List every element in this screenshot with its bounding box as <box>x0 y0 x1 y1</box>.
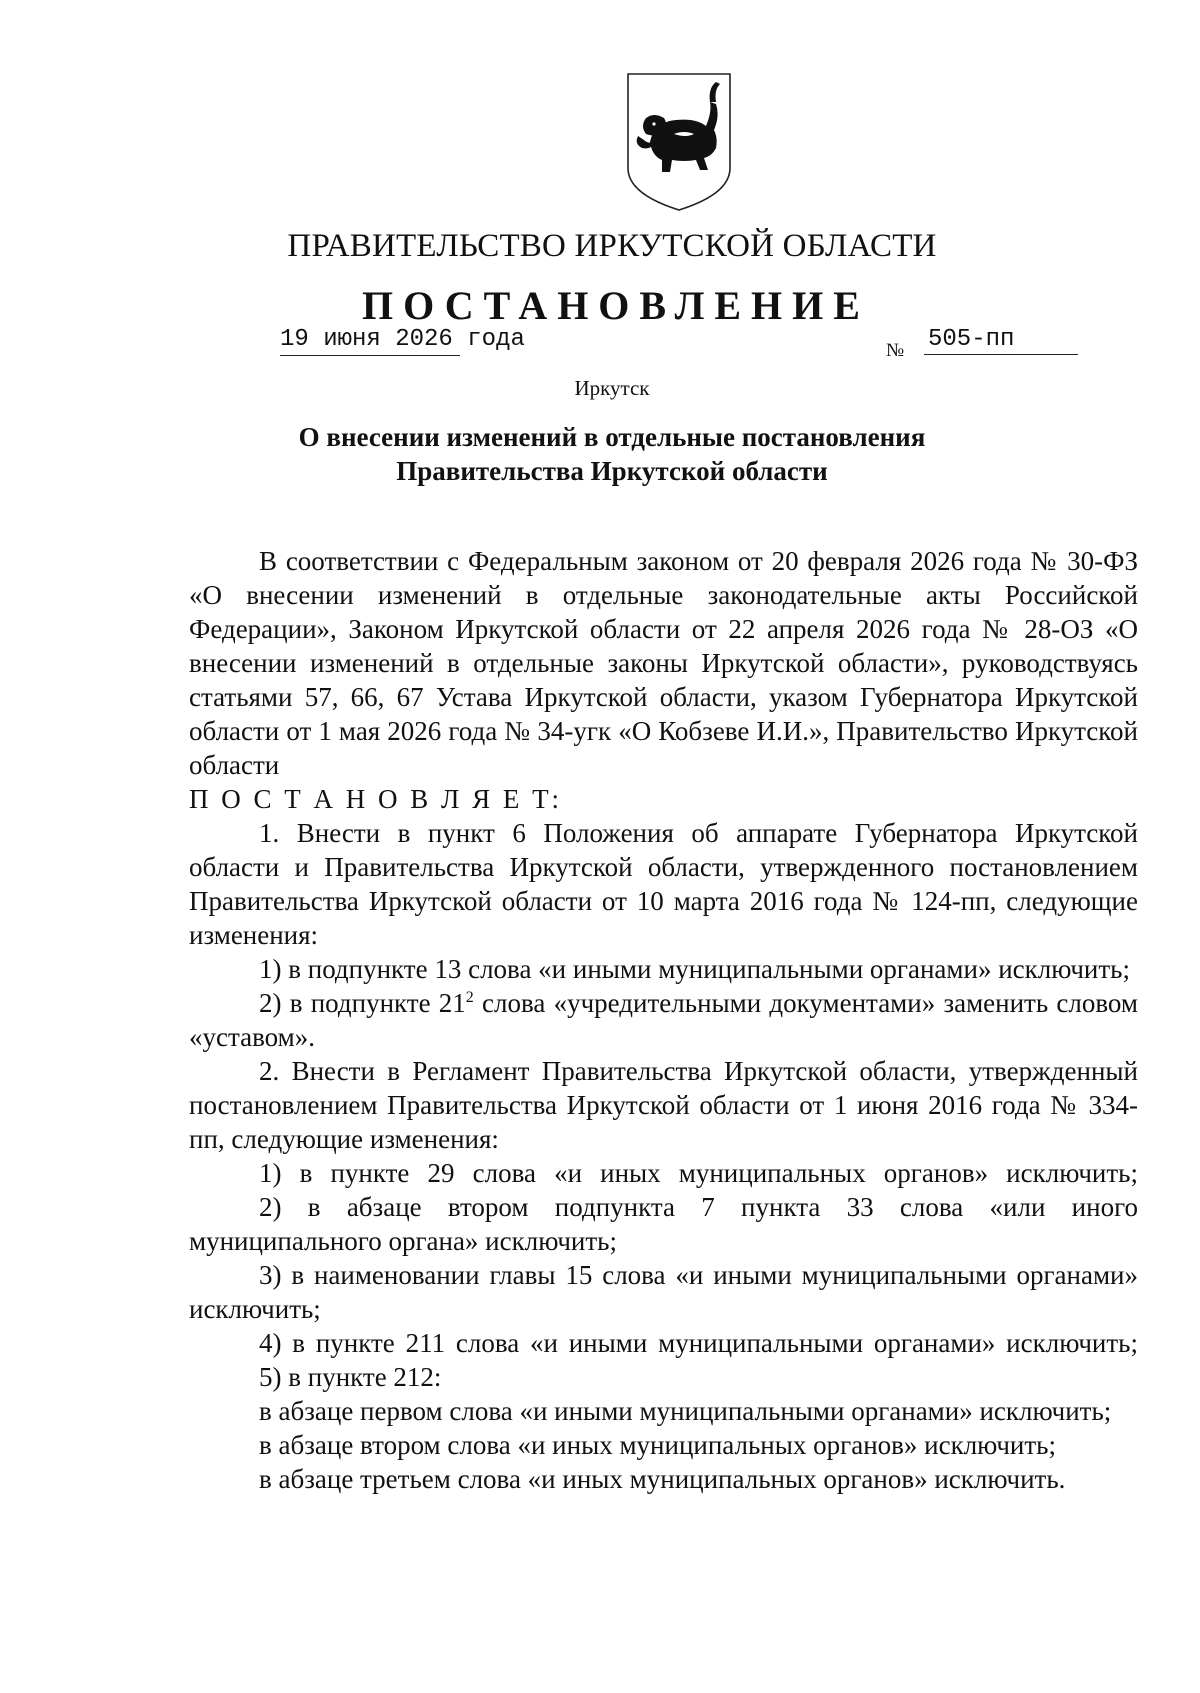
item-2-sub-5: 5) в пункте 212: <box>259 1362 442 1392</box>
item-2-sub-5-paragraph-2: в абзаце втором слова «и иных муниципальных органов» исключить; <box>259 1430 1056 1460</box>
item-1-sub-2 <box>189 986 1138 1054</box>
item-2-sub-5-paragraph-3: в абзаце третьем слова «и иных муниципальных органов» исключить. <box>259 1464 1066 1494</box>
number-value: 505-пп <box>924 326 1078 355</box>
item-2-sub-5-paragraph-1: в абзаце первом слова «и иными муниципальными органами» исключить; <box>259 1396 1112 1426</box>
item-1-sub-2-start: 2) в подпункте 21 <box>259 988 466 1018</box>
preamble-paragraph: В соответствии с Федеральным законом от 20 февраля 2026 года № 30-ФЗ «О внесении изменений в отдельные законодательные акты Российской Федерации», Законом Иркутской области от 22 апреля 2026 года № 28-ОЗ «О внесении изменений в отдельные законы Иркутской области», руководствуясь статьями 57, 66, 67 Устава Иркутской области, указом Губернатора Иркутской области от 1 мая 2026 года № 34-угк «О Кобзеве И.И.», Правительство Иркутской области <box>189 546 1138 780</box>
document-kind: ПОСТАНОВЛЕНИЕ <box>362 283 870 328</box>
resolves-heading: П О С Т А Н О В Л Я Е Т: <box>189 784 563 814</box>
document-subject <box>0 420 1200 488</box>
document-number <box>886 326 1078 360</box>
item-2-sub-4: 4) в пункте 211 слова «и иными муниципальными органами» исключить; <box>259 1328 1138 1358</box>
document-date: 19 июня 2026 года <box>280 326 460 356</box>
subject-line-2: Правительства Иркутской области <box>396 456 828 486</box>
item-2: 2. Внести в Регламент Правительства Иркутской области, утвержденный постановлением Правительства Иркутской области от 1 июня 2016 года № 334-пп, следующие изменения: <box>189 1056 1138 1154</box>
document-city: Иркутск <box>574 376 650 400</box>
government-title: ПРАВИТЕЛЬСТВО ИРКУТСКОЙ ОБЛАСТИ <box>287 228 937 264</box>
item-2-sub-1: 1) в пункте 29 слова «и иных муниципальных органов» исключить; <box>259 1158 1138 1188</box>
item-1-sub-2-end: слова «учредительными документами» заменить словом «уставом». <box>189 988 1138 1052</box>
subject-line-1: О внесении изменений в отдельные постановления <box>298 422 926 452</box>
item-1-sub-1: 1) в подпункте 13 слова «и иными муниципальными органами» исключить; <box>259 954 1131 984</box>
item-1-sub-2-superscript: 2 <box>465 989 474 1006</box>
item-2-sub-2: 2) в абзаце втором подпункта 7 пункта 33 слова «или иного муниципального органа» исключить; <box>189 1192 1138 1256</box>
item-2-sub-3: 3) в наименовании главы 15 слова «и иными муниципальными органами» исключить; <box>189 1260 1138 1324</box>
item-1: 1. Внести в пункт 6 Положения об аппарате Губернатора Иркутской области и Правительства Иркутской области, утвержденного постановлением Правительства Иркутской области от 10 марта 2016 года № 124-пп, следующие изменения: <box>189 818 1138 950</box>
coat-of-arms-icon <box>624 72 734 212</box>
document-body <box>189 544 1138 1496</box>
number-sign: № <box>886 340 905 361</box>
